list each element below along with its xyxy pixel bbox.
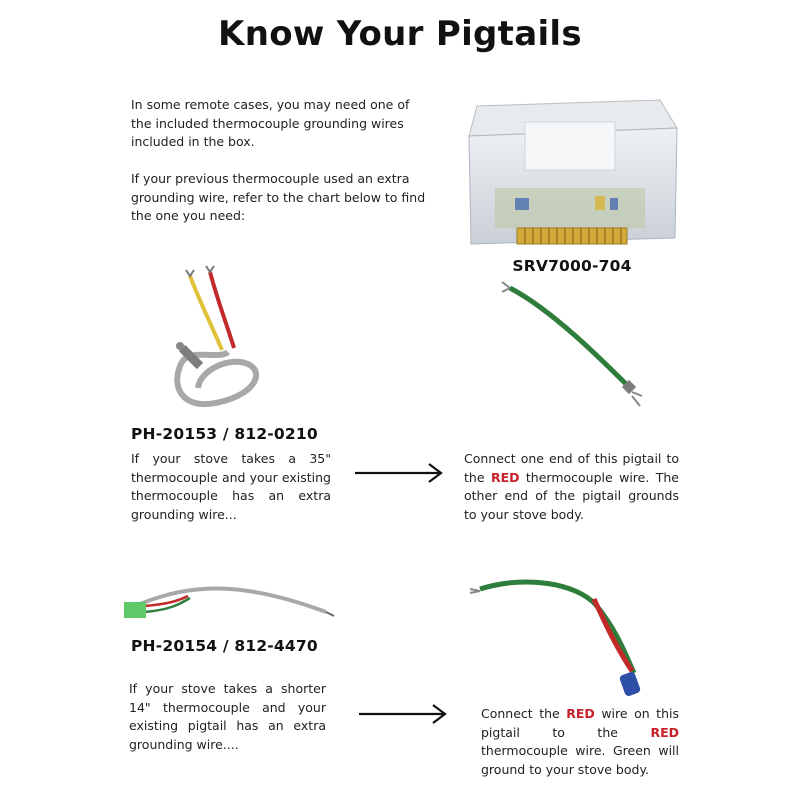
instruction-text-2 <box>481 705 679 779</box>
instruction-2-red-2: RED <box>650 724 679 740</box>
pigtail-14in-image <box>120 570 340 630</box>
control-module-image <box>455 98 685 258</box>
module-label: SRV7000-704 <box>512 257 632 275</box>
instruction-text-1 <box>464 450 679 524</box>
instruction-2-post: thermocouple wire. Green will ground to your stove body. <box>481 743 679 777</box>
condition-text-2: If your stove takes a shorter 14" thermocouple and your existing pigtail has an extra grounding wire.... <box>129 681 326 752</box>
thermocouple-35in-image <box>160 262 280 422</box>
red-green-pigtail-image <box>466 575 666 705</box>
page-title: Know Your Pigtails <box>218 14 582 54</box>
condition-text-1: If your stove takes a 35" thermocouple and your existing thermocouple has an extra grounding wire... <box>131 451 331 522</box>
arrow-right-icon <box>357 699 452 729</box>
green-pigtail-image <box>492 270 662 410</box>
instruction-1-post: thermocouple wire. The other end of the pigtail grounds to your stove body. <box>464 469 679 522</box>
instruction-2-pre: Connect the <box>481 706 567 721</box>
instruction-2-mid: wire on this pigtail to the <box>481 706 679 740</box>
part-label-ph-20153: PH-20153 / 812-0210 <box>131 425 318 443</box>
instruction-1-red: RED <box>490 469 520 485</box>
arrow-right-icon <box>353 458 448 488</box>
instruction-1-pre: Connect one end of this pigtail to the <box>464 451 679 485</box>
part-label-ph-20154: PH-20154 / 812-4470 <box>131 637 318 655</box>
instruction-2-red-1: RED <box>566 706 595 721</box>
intro-paragraph-2: If your previous thermocouple used an extra grounding wire, refer to the chart below to find the one you need: <box>131 171 426 223</box>
intro-paragraph-1: In some remote cases, you may need one of the included thermocouple grounding wires included in the box. <box>131 97 410 149</box>
